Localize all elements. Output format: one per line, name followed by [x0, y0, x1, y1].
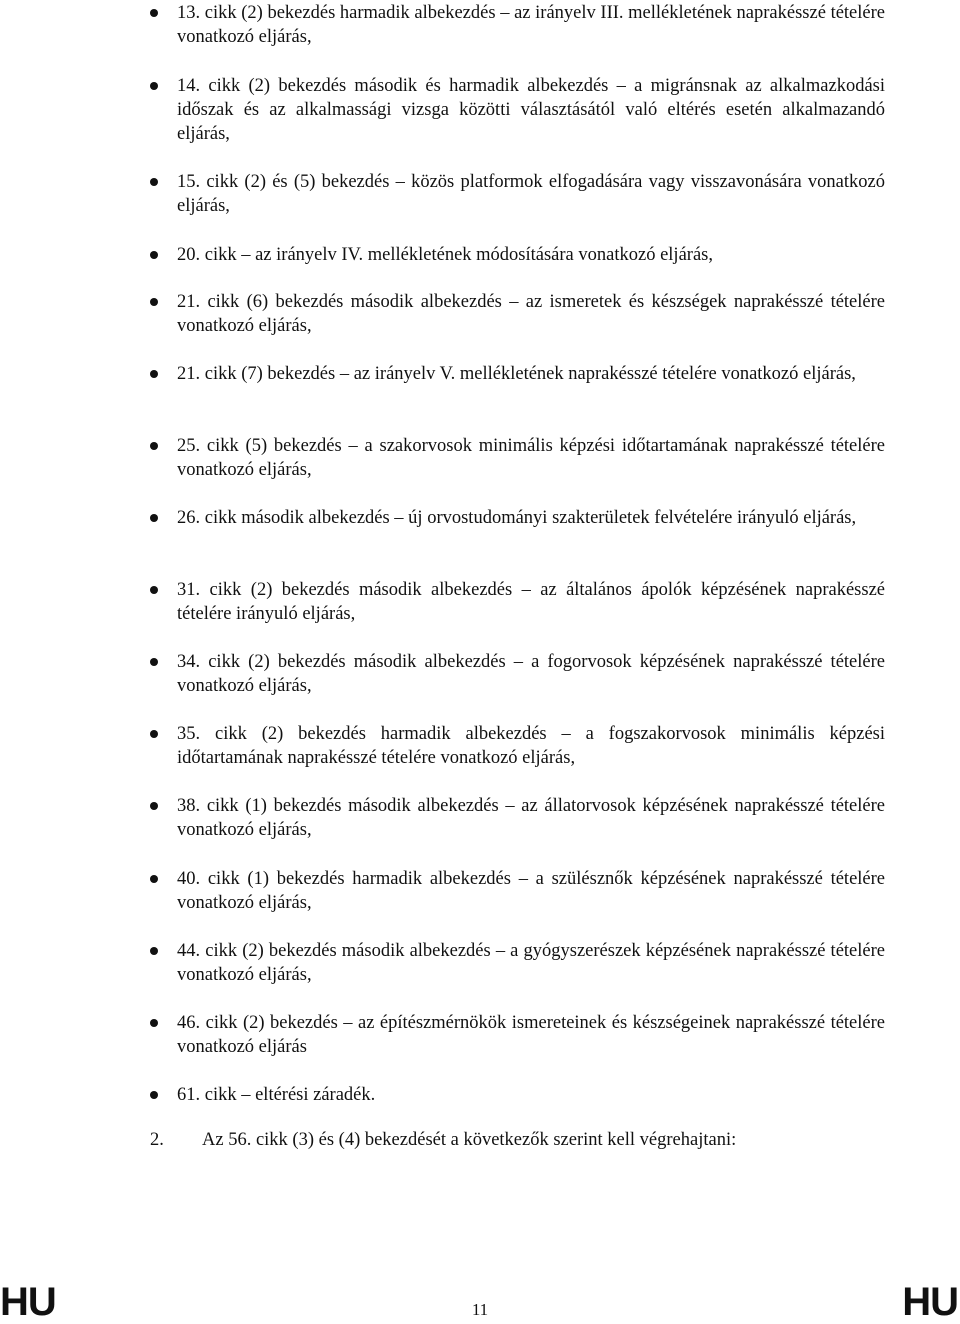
bullet-icon	[150, 442, 158, 450]
list-item	[177, 867, 885, 915]
bullet-icon	[150, 178, 158, 186]
bullet-icon	[150, 802, 158, 810]
list-item-text: 15. cikk (2) és (5) bekezdés – közös platformok elfogadására vagy visszavonására vonatkozó eljárás,	[177, 172, 885, 216]
list-item-text: 14. cikk (2) bekezdés második és harmadik albekezdés – a migránsnak az alkalmazkodási időszak és az alkalmassági vizsga közötti választásától való eltérés esetén alkalmazandó eljárás,	[177, 76, 885, 144]
list-item	[177, 650, 885, 698]
list-item-text: 26. cikk második albekezdés – új orvostudományi szakterületek felvételére irányuló eljárás,	[177, 508, 857, 528]
list-item-text: 13. cikk (2) bekezdés harmadik albekezdés – az irányelv III. mellékletének naprakésszé tételére vonatkozó eljárás,	[177, 3, 885, 47]
list-item	[177, 434, 885, 482]
list-item	[177, 170, 885, 218]
list-item-text: 31. cikk (2) bekezdés második albekezdés – az általános ápolók képzésének naprakésszé tételére irányuló eljárás,	[177, 580, 885, 624]
list-item-text: 21. cikk (7) bekezdés – az irányelv V. mellékletének naprakésszé tételére vonatkozó eljárás,	[177, 364, 856, 384]
list-item	[177, 939, 885, 987]
bullet-icon	[150, 298, 158, 306]
bullet-icon	[150, 514, 158, 522]
paragraph-number: 2.	[150, 1130, 164, 1150]
bullet-icon	[150, 1019, 158, 1027]
list-item	[177, 794, 885, 842]
list-item	[177, 1011, 885, 1059]
paragraph-text: Az 56. cikk (3) és (4) bekezdését a következők szerint kell végrehajtani:	[202, 1130, 737, 1150]
list-item	[177, 578, 885, 626]
list-item-text: 40. cikk (1) bekezdés harmadik albekezdés – a szülésznők képzésének naprakésszé tételére vonatkozó eljárás,	[177, 869, 885, 913]
bullet-icon	[150, 82, 158, 90]
list-item	[177, 1, 885, 49]
list-item	[177, 506, 885, 530]
list-item-text: 21. cikk (6) bekezdés második albekezdés – az ismeretek és készségek naprakésszé tételére vonatkozó eljárás,	[177, 292, 885, 336]
bullet-icon	[150, 875, 158, 883]
list-item	[177, 74, 885, 146]
bullet-icon	[150, 370, 158, 378]
bullet-icon	[150, 251, 158, 259]
list-item	[177, 243, 885, 267]
bullet-icon	[150, 586, 158, 594]
bullet-icon	[150, 947, 158, 955]
list-item	[177, 722, 885, 770]
list-item-text: 25. cikk (5) bekezdés – a szakorvosok minimális képzési időtartamának naprakésszé tételére vonatkozó eljárás,	[177, 436, 885, 480]
list-item	[177, 362, 885, 386]
bullet-icon	[150, 1091, 158, 1099]
numbered-paragraph	[150, 1128, 736, 1152]
list-item-text: 35. cikk (2) bekezdés harmadik albekezdés – a fogszakorvosok minimális képzési időtartamának naprakésszé tételére vonatkozó eljárás,	[177, 724, 885, 768]
list-item-text: 61. cikk – eltérési záradék.	[177, 1085, 376, 1105]
page-number: 11	[471, 1300, 489, 1319]
list-item-text: 38. cikk (1) bekezdés második albekezdés – az állatorvosok képzésének naprakésszé tételére vonatkozó eljárás,	[177, 796, 885, 840]
list-item-text: 46. cikk (2) bekezdés – az építészmérnökök ismereteinek és készségeinek naprakésszé tételére vonatkozó eljárás	[177, 1013, 885, 1057]
list-item-text: 34. cikk (2) bekezdés második albekezdés – a fogorvosok képzésének naprakésszé tételére vonatkozó eljárás,	[177, 652, 885, 696]
footer-language-right: HU	[902, 1280, 958, 1324]
list-item-text: 20. cikk – az irányelv IV. mellékletének módosítására vonatkozó eljárás,	[177, 245, 713, 265]
list-item-text: 44. cikk (2) bekezdés második albekezdés – a gyógyszerészek képzésének naprakésszé tételére vonatkozó eljárás,	[177, 941, 885, 985]
bullet-icon	[150, 730, 158, 738]
list-item	[177, 1083, 885, 1107]
bullet-icon	[150, 9, 158, 17]
footer-language-left: HU	[0, 1280, 56, 1324]
list-item	[177, 290, 885, 338]
bullet-icon	[150, 658, 158, 666]
